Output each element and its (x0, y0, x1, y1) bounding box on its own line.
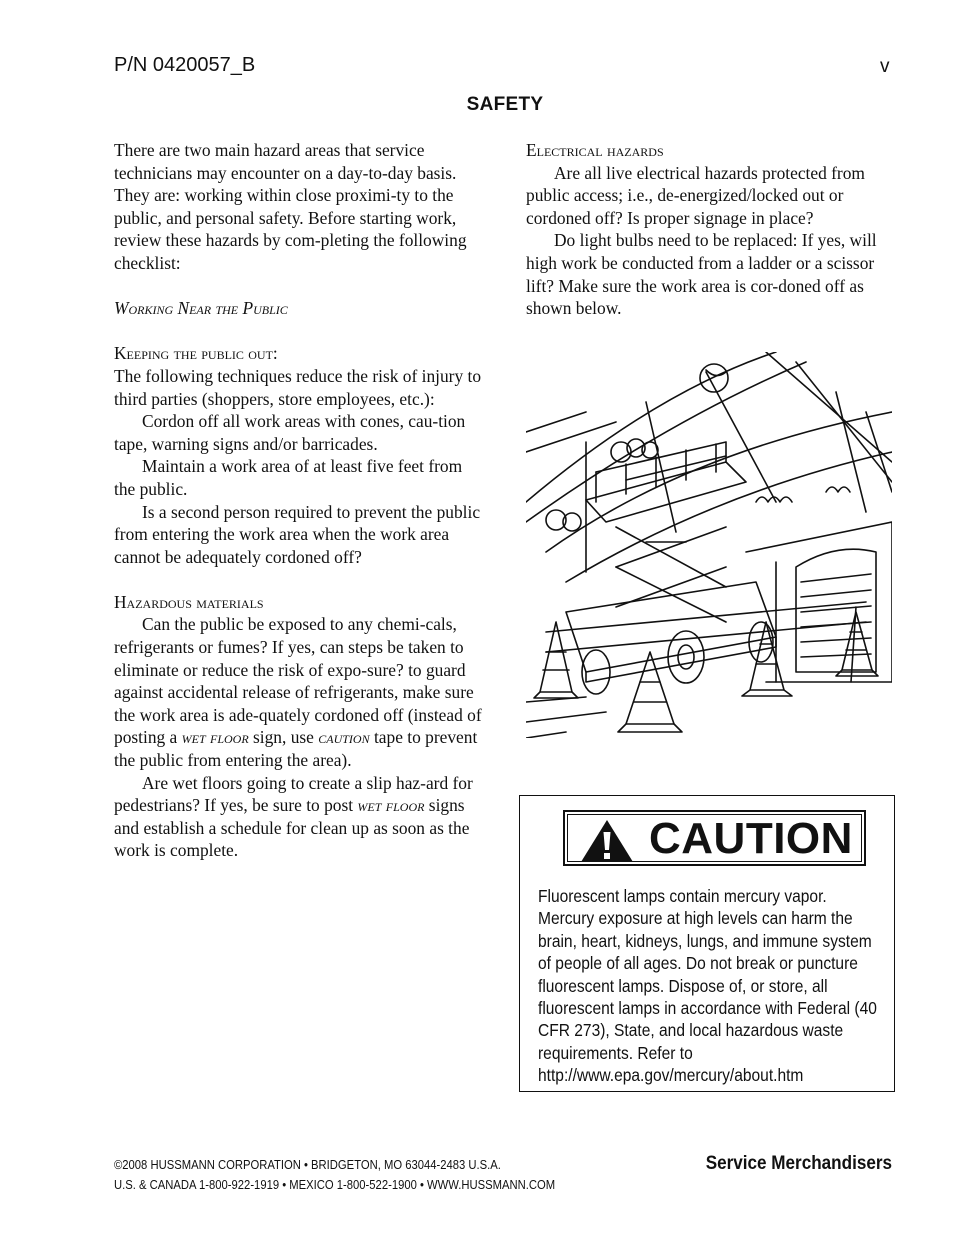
part-number: P/N 0420057_B (114, 54, 256, 76)
heading-keeping-public-out: Keeping the public out: (114, 343, 278, 364)
hazardous-paragraph-2: Are wet floors going to create a slip haz-ard for pedestrians? If yes, be sure to post wet floor signs and establish a schedule for clean up as soon as the work is complete. (114, 772, 473, 861)
footer-title: Service Merchandisers (705, 1153, 892, 1174)
electrical-paragraph-1: Are all live electrical hazards protected from public access; i.e., de-energized/locked out or cordoned off? Is proper signage in place? (526, 162, 865, 228)
heading-working-near-public: Working Near the Public (114, 298, 288, 319)
heading-hazardous-materials: Hazardous materials (114, 591, 264, 612)
footer-contact: U.S. & CANADA 1-800-922-1919 • MEXICO 1-800-522-1900 • WWW.HUSSMANN.COM (114, 1178, 556, 1192)
caution-box (519, 795, 895, 1092)
keeping-paragraph-1: Cordon off all work areas with cones, cau-tion tape, warning signs and/or barricades. (114, 411, 466, 454)
caution-label: CAUTION (649, 814, 853, 863)
electrical-paragraph-2: Do light bulbs need to be replaced: If yes, will high work be conducted from a ladder or a scissor lift? Make sure the work area is cor-doned off as shown below. (526, 230, 877, 319)
hazardous-paragraph-1: Can the public be exposed to any chemi-cals, refrigerants or fumes? If yes, can steps be taken to eliminate or reduce the risk of expo-sure? to guard against accidental release of refrigerants, make sure the work area is ade-quately cordoned off (instead of posting a wet floor sign, use caution tape to prevent the public from entering the area). (114, 614, 482, 771)
caution-banner (563, 810, 866, 866)
keeping-paragraph-2: Maintain a work area of at least five feet from the public. (114, 456, 463, 499)
scissor-lift-illustration (526, 352, 892, 738)
warning-triangle-icon (579, 818, 635, 864)
keeping-paragraph-3: Is a second person required to prevent the public from entering the work area when the work area cannot be adequately cordoned off? (114, 501, 481, 567)
section-title: SAFETY (466, 94, 544, 115)
footer-copyright: ©2008 HUSSMANN CORPORATION • BRIDGETON, MO 63044-2483 U.S.A. (114, 1158, 501, 1172)
left-column (114, 139, 486, 862)
page-number: v (880, 56, 890, 77)
intro-paragraph: There are two main hazard areas that service technicians may encounter on a day-to-day basis. They are: working within close proximi-ty to the public, and personal safety. Before starting work, review these hazards by com-pleting the following checklist: (114, 140, 467, 273)
right-column (526, 139, 890, 320)
caution-text: Fluorescent lamps contain mercury vapor. Mercury exposure at high levels can harm the brain, heart, kidneys, lungs, and immune system of people of all ages. Do not break or puncture fluorescent lamps. Dispose of, or store, all fluorescent lamps in accordance with Federal (40 CFR 273), State, and local hazardous waste requirements. Refer to http://www.epa.gov/mercury/about.htm (538, 886, 877, 1086)
heading-electrical-hazards: Electrical hazards (526, 140, 664, 160)
keeping-intro: The following techniques reduce the risk of injury to third parties (shoppers, store employees, etc.): (114, 365, 482, 409)
